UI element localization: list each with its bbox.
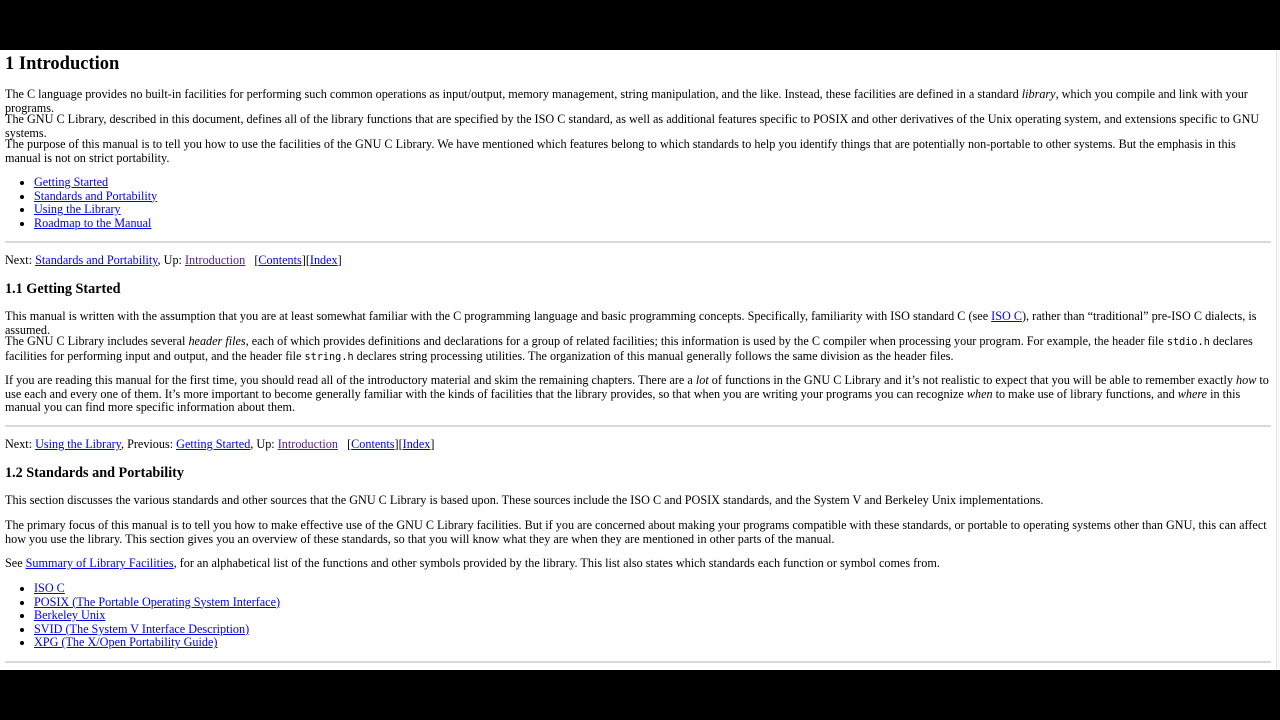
top-letterbox [0,0,1280,50]
text: declares facilities for performing input and output, and the header file [5,334,1253,363]
emphasis: library [1021,87,1056,101]
nav-contents-link[interactable]: Contents [351,437,395,451]
text: to make use of library functions, and [992,386,1178,401]
menu-item [34,609,280,623]
menu-item [34,636,280,650]
section-title-getting-started: 1.1 Getting Started [5,281,121,297]
emphasis: where [1177,386,1208,401]
emphasis: header files [188,334,246,348]
bracket: ][ [301,253,310,267]
text: declares string processing utilities. The organization of this manual generally follows the same division as the header files. [353,348,954,363]
nav-previous-link[interactable]: Getting Started [176,437,251,451]
menu-link-berkeley-unix[interactable]: Berkeley Unix [34,608,106,623]
section-divider [5,241,1271,243]
chapter-title: 1 Introduction [5,54,120,74]
nav-up-link[interactable]: Introduction [277,437,338,451]
menu-link-getting-started[interactable]: Getting Started [34,175,109,189]
chapter-menu [5,176,157,230]
node-navigation-1 [5,254,342,268]
iso-c-link[interactable]: ISO C [991,309,1022,323]
menu-link-svid[interactable]: SVID (The System V Interface Description) [34,621,250,636]
code-stdio-h: stdio.h [1166,337,1210,348]
text: The GNU C Library includes several [5,334,189,348]
emphasis: how [1236,373,1257,387]
standards-paragraph-3 [5,557,1271,571]
nav-index-link[interactable]: Index [309,253,338,267]
nav-index-link[interactable]: Index [402,437,431,451]
menu-link-xpg[interactable]: XPG (The X/Open Portability Guide) [34,635,218,650]
nav-label: Next: [5,437,36,451]
bracket: ] [430,437,435,451]
bracket: ] [337,253,342,267]
section-divider [5,425,1271,427]
nav-next-link[interactable]: Using the Library [35,437,121,451]
section-title-standards: 1.2 Standards and Portability [5,465,184,481]
text: of functions in the GNU C Library and it’s not realistic to expect that you will be able to remember exactly [708,373,1237,387]
text: to use each and every one of them. It’s more important to become generally familiar with the kinds of facilities that the library provides, so that when you are writing your programs you can recognize [5,373,1269,401]
nav-contents-link[interactable]: Contents [258,253,302,267]
code-string-h: string.h [304,351,354,363]
menu-item [34,203,157,217]
nav-label: , Up: [157,253,185,267]
menu-item [34,190,157,204]
nav-label: , Previous: [120,437,177,451]
menu-link-posix[interactable]: POSIX (The Portable Operating System Interface) [34,594,281,609]
intro-paragraph-2: The GNU C Library, described in this document, defines all of the library functions that are specified by the ISO C standard, as well as additional features specific to POSIX and other derivatives of the Unix operating system, and extensions specific to GNU systems. [5,112,1260,140]
text: , which you compile and link with your programs. [5,87,1248,115]
standards-paragraph-2: The primary focus of this manual is to tell you how to make effective use of the GNU C Library facilities. But if you are concerned about making your programs compatible with these standards, or portable to operating systems other than GNU, this can affect how you use the library. This section gives you an overview of these standards, so that you will know what they are when they are mentioned in other parts of the manual. [5,518,1267,546]
text: The C language provides no built-in facilities for performing such common operations as input/output, memory management, string manipulation, and the like. Instead, these facilities are defined in a standard [5,87,1022,101]
menu-item [34,596,280,610]
nav-next-link[interactable]: Standards and Portability [35,253,158,267]
menu-item [34,623,280,637]
nav-label: , Up: [250,437,278,451]
text: in this manual you can find more specific information about them. [5,386,1241,415]
emphasis: lot [695,373,709,387]
text: , each of which provides definitions and declarations for a group of related facilities; this information is used by the C compiler when processing your program. For example, the header file [245,334,1167,348]
vertical-scrollbar[interactable] [1276,50,1280,670]
menu-link-standards-and-portability[interactable]: Standards and Portability [34,188,158,203]
getting-started-paragraph-3 [5,374,1271,415]
getting-started-paragraph-2 [5,335,1271,364]
text: See [5,556,26,570]
menu-item [34,217,157,231]
menu-item [34,582,280,596]
intro-paragraph-3: The purpose of this manual is to tell you how to use the facilities of the GNU C Library. We have mentioned which features belong to which standards to help you identify things that are potentially non-portable to other systems. But the emphasis in this manual is not on strict portability. [5,137,1236,165]
bracket: [ [245,253,259,267]
bracket: ][ [394,437,403,451]
emphasis: when [966,386,993,401]
text: ), rather than “traditional” pre-ISO C dialects, is assumed. [5,309,1257,337]
summary-link[interactable]: Summary of Library Facilities [25,556,174,570]
text: This manual is written with the assumption that you are at least somewhat familiar with the C programming language and basic programming concepts. Specifically, familiarity with ISO standard C (see [5,309,992,323]
standards-paragraph-1: This section discusses the various standards and other sources that the GNU C Library is based upon. These sources include the ISO C and POSIX standards, and the System V and Berkeley Unix implementations. [5,493,1044,507]
text: , for an alphabetical list of the functions and other symbols provided by the library. This list also states which standards each function or symbol comes from. [173,556,940,570]
node-navigation-2 [5,438,434,452]
bracket: [ [337,437,352,451]
standards-menu [5,582,280,650]
menu-link-using-the-library[interactable]: Using the Library [34,202,121,217]
menu-link-iso-c[interactable]: ISO C [34,581,65,595]
section-divider [5,661,1271,663]
nav-label: Next: [5,253,36,267]
bottom-letterbox [0,670,1280,720]
document-viewport [0,50,1280,670]
menu-item [34,176,157,190]
menu-link-roadmap[interactable]: Roadmap to the Manual [34,215,152,230]
nav-up-link[interactable]: Introduction [184,253,246,267]
text: If you are reading this manual for the first time, you should read all of the introductory material and skim the remaining chapters. There are a [5,373,696,387]
